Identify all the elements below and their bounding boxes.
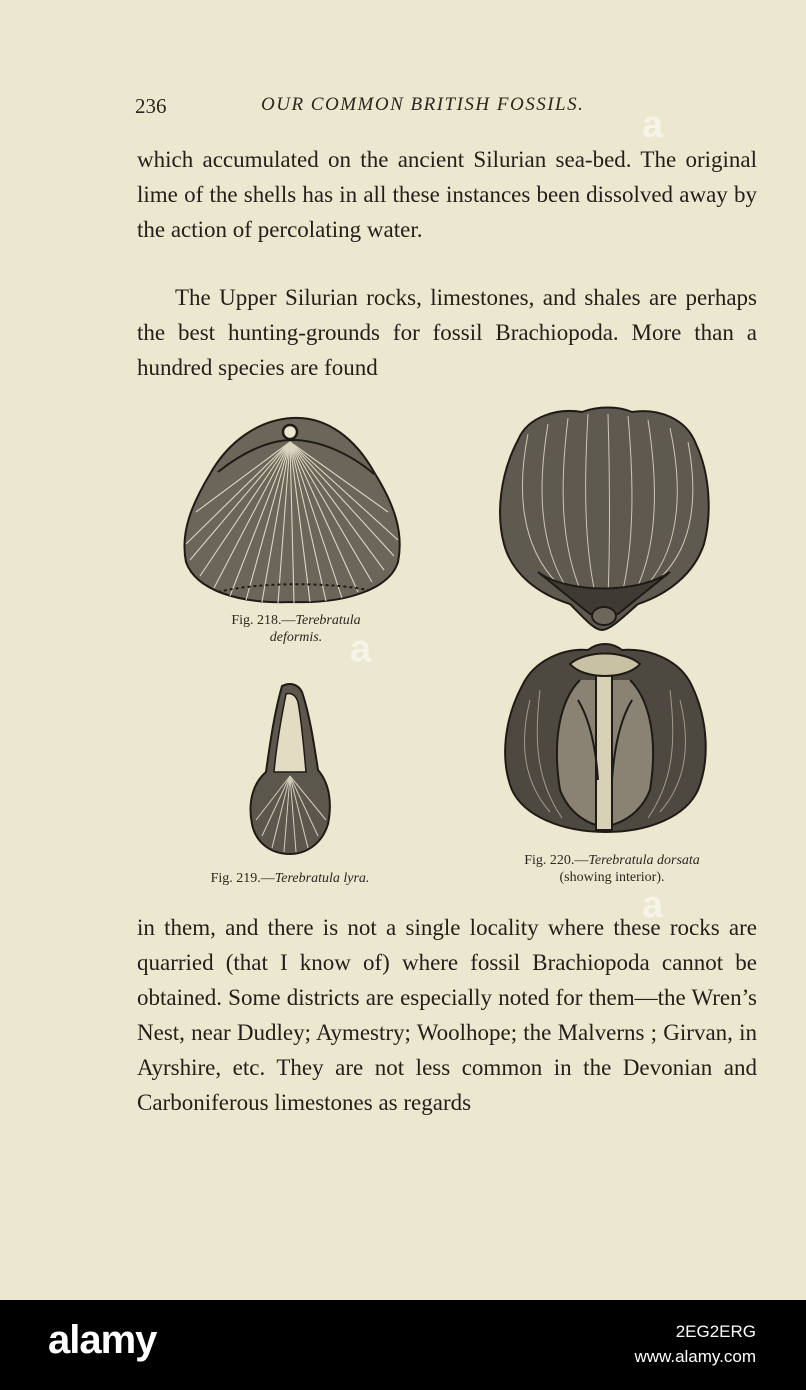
paragraph-2: The Upper Silurian rocks, limestones, and shales are perhaps the best hunting-grounds for fossil Brachiopoda. More than a hundred species are found bbox=[137, 285, 757, 380]
page-number: 236 bbox=[135, 94, 167, 118]
fig-220-note: (showing interior). bbox=[559, 870, 665, 885]
fig-220-name: Terebratula dorsata bbox=[588, 853, 700, 868]
image-id: 2EG2ERG bbox=[675, 1322, 756, 1341]
paragraph-3: in them, and there is not a single locality where these rocks are quarried (that I know of) where fossil Brachiopoda cannot be obtained. Some districts are especially noted for them—the Wren’s Nest, near Dudley; Aymestry; Woolhope; the Malverns ; Girvan, in Ayrshire, etc. They are not less common in the Devonian and Carboniferous limestones as regards bbox=[137, 915, 757, 1115]
fig-218-label: Fig. 218.— bbox=[231, 613, 296, 628]
fig-220-caption bbox=[490, 852, 734, 886]
fig-218-name-line1: Terebratula bbox=[295, 613, 361, 628]
fig-220-shell-exterior-illustration bbox=[498, 404, 712, 634]
site-url: www.alamy.com bbox=[634, 1347, 756, 1366]
running-title: OUR COMMON BRITISH FOSSILS. bbox=[261, 94, 585, 115]
alamy-logo: alamy bbox=[48, 1318, 157, 1362]
fig-219-caption bbox=[200, 870, 380, 887]
fig-220-label: Fig. 220.— bbox=[524, 853, 589, 868]
fig-219-shell-illustration bbox=[248, 680, 334, 858]
watermark-logo-2: a bbox=[350, 628, 371, 670]
fig-220-shell-interior-illustration bbox=[500, 640, 710, 836]
watermark-logo-3: a bbox=[642, 884, 663, 926]
fig-218-shell-illustration bbox=[178, 412, 406, 608]
fig-219-label: Fig. 219.— bbox=[210, 871, 275, 886]
fig-219-name: Terebratula lyra. bbox=[274, 871, 370, 886]
paragraph-1: which accumulated on the ancient Silurian sea-bed. The original lime of the shells has in all these instances been dissolved away by the action of percolating water. bbox=[137, 147, 757, 242]
watermark-logo: a bbox=[642, 104, 663, 146]
fig-218-name-line2: deformis. bbox=[269, 630, 323, 645]
